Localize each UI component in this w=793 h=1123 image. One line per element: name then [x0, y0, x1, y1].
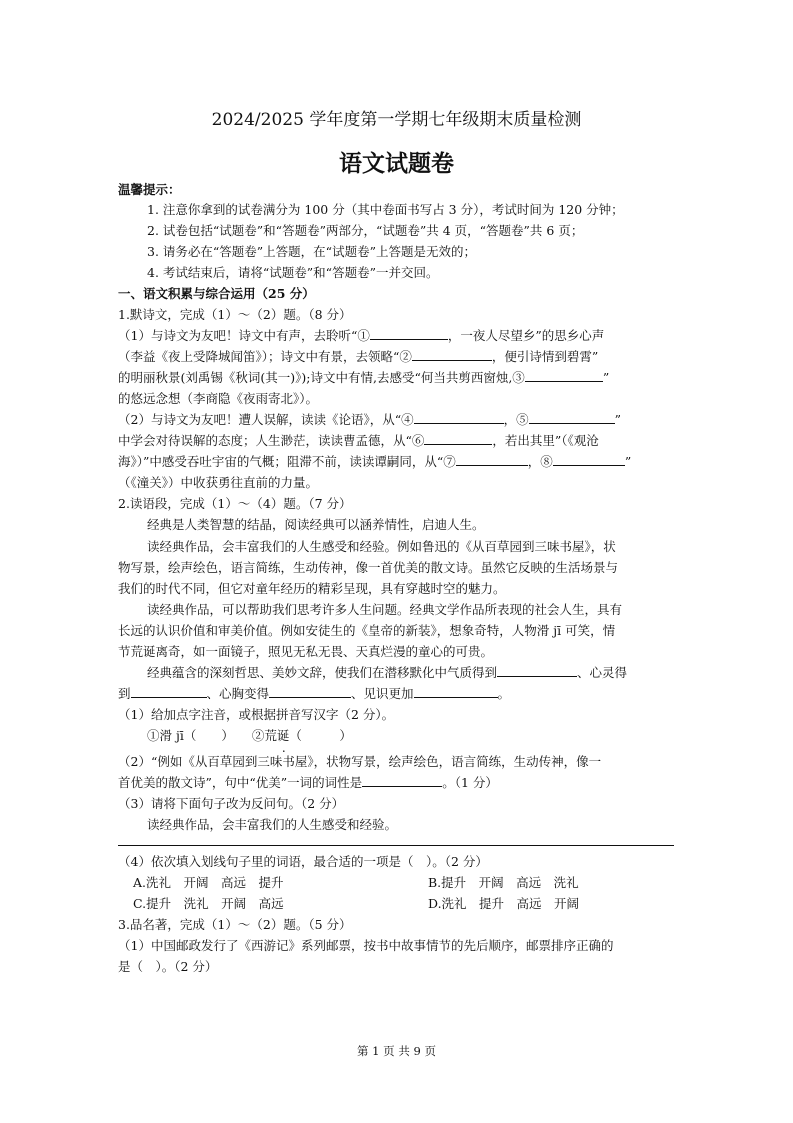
option-a: A.洗礼 开阔 高远 提升	[133, 875, 284, 890]
q1-p1-line4: 的悠远念想（李商隐《夜雨寄北》）。	[118, 391, 319, 406]
sub-question: （3）请将下面句子改为反问句。（2 分）	[118, 796, 345, 811]
sub-question: （1）给加点字注音，或根据拼音写汉字（2 分）。	[118, 707, 395, 722]
sub-question: 首优美的散文诗”，句中“优美”一词的词性是 。（1 分）	[118, 775, 498, 790]
q1-p1-line2: （李益《夜上受降城闻笛》）；诗文中有景，去领略“② ，便引诗情到碧霄”	[118, 349, 599, 364]
option-b: B.提升 开阔 高远 洗礼	[428, 875, 579, 890]
option-c: C.提升 洗礼 开阔 高远	[133, 896, 284, 911]
question-stem: 2.读语段，完成（1）～（4）题。（7 分）	[118, 496, 352, 511]
passage-line: 节荒诞离奇，如一面镜子，照见无私无畏、天真烂漫的童心的可贵。	[118, 644, 494, 659]
q1-p2-line4: （《潼关》）中收获勇往直前的力量。	[118, 475, 319, 490]
passage-line: 经典蕴含的深刻哲思、美妙文辞，使我们在潜移默化中气质得到 、心灵得	[147, 665, 628, 680]
tip-item: 2. 试卷包括“试题卷”和“答题卷”两部分，“试题卷”共 4 页，“答题卷”共 6 页；	[147, 223, 584, 238]
exam-title: 2024/2025 学年度第一学期七年级期末质量检测	[211, 110, 582, 130]
answer-blank	[269, 685, 351, 698]
answer-blank	[414, 411, 504, 424]
passage-line: 物写景，绘声绘色，语言简练，生动传神，像一首优美的散文诗。虽然它反映的生活场景与	[118, 560, 619, 575]
sub-question: （2）“例如《从百草园到三味书屋》，状物写景，绘声绘色，语言简练，生动传神，像一	[118, 754, 602, 769]
passage-line: 读经典作品，会丰富我们的人生感受和经验。例如鲁迅的《从百草园到三味书屋》，状	[147, 539, 616, 554]
passage-line: 读经典作品，可以帮助我们思考许多人生问题。经典文学作品所表现的社会人生，具有	[147, 602, 623, 617]
answer-blank	[525, 369, 603, 382]
answer-blank	[412, 348, 492, 361]
answer-blank	[553, 453, 625, 466]
passage-line: 我们的时代不同，但它对童年经历的精彩呈现，具有穿越时空的魅力。	[118, 581, 506, 596]
q1-p1-line1: （1）与诗文为友吧！诗文中有声，去聆听“① ，一夜人尽望乡”的思乡心声	[118, 328, 605, 343]
answer-blank	[456, 453, 528, 466]
q1-p2-line1: （2）与诗文为友吧！遭人误解，读读《论语》，从“④ ，⑤ ”	[118, 412, 622, 427]
answer-blank	[529, 411, 615, 424]
tip-item: 1. 注意你拿到的试卷满分为 100 分（其中卷面书写占 3 分），考试时间为 120 分钟；	[147, 202, 624, 217]
q1-p2-line2: 中学会对待误解的态度；人生渺茫，读读曹孟德，从“⑥ ，若出其里”（《观沧	[118, 433, 599, 448]
passage-line: 经典是人类智慧的结晶，阅读经典可以涵养情性，启迪人生。	[147, 517, 485, 532]
tip-item: 4. 考试结束后，请将“试题卷”和“答题卷”一并交回。	[147, 265, 439, 280]
passage-line: 到 、心胸变得 、见识更加 。	[118, 686, 511, 701]
passage-line: 长远的认识价值和审美价值。例如安徒生的《皇帝的新装》，想象奇特，人物滑 jī 可笑，情	[118, 623, 616, 638]
answer-blank	[414, 685, 498, 698]
answer-blank	[497, 664, 577, 677]
answer-blank	[424, 432, 492, 445]
tips-heading: 温馨提示：	[118, 182, 181, 197]
option-d: D.洗礼 提升 高远 开阔	[428, 896, 580, 911]
sub-question-items: ①滑 jī（ ） ②荒诞（ ）	[147, 728, 352, 743]
sub-question: 是（ ）。（2 分）	[118, 959, 218, 974]
emphasis-dot-char: 诞	[276, 728, 290, 743]
sub-question: （4）依次填入划线句子里的词语，最合适的一项是（ ）。（2 分）	[118, 854, 488, 869]
q1-p2-line3: 海》）”中感受吞吐宇宙的气概；阻滞不前，读读谭嗣同，从“⑦ ，⑧ ”	[118, 454, 632, 469]
question-stem: 1.默诗文，完成（1）～（2）题。（8 分）	[118, 307, 352, 322]
page-footer: 第 1 页 共 9 页	[357, 1044, 436, 1058]
answer-line	[118, 845, 674, 846]
answer-blank	[131, 685, 207, 698]
q1-p1-line3: 的明丽秋景(刘禹锡《秋词(其一)》);诗文中有情,去感受“何当共剪西窗烛,③ ”	[118, 370, 610, 385]
paper-subtitle: 语文试题卷	[339, 151, 454, 177]
answer-blank	[362, 774, 442, 787]
section-heading: 一、语文积累与综合运用（25 分）	[118, 286, 315, 301]
tip-item: 3. 请务必在“答题卷”上答题，在“试题卷”上答题是无效的；	[147, 244, 476, 259]
question-stem: 3.品名著，完成（1）～（2）题。（5 分）	[118, 917, 352, 932]
answer-blank	[370, 327, 448, 340]
sub-question-sentence: 读经典作品，会丰富我们的人生感受和经验。	[147, 817, 398, 832]
sub-question: （1）中国邮政发行了《西游记》系列邮票，按书中故事情节的先后顺序，邮票排序正确的	[118, 938, 614, 953]
